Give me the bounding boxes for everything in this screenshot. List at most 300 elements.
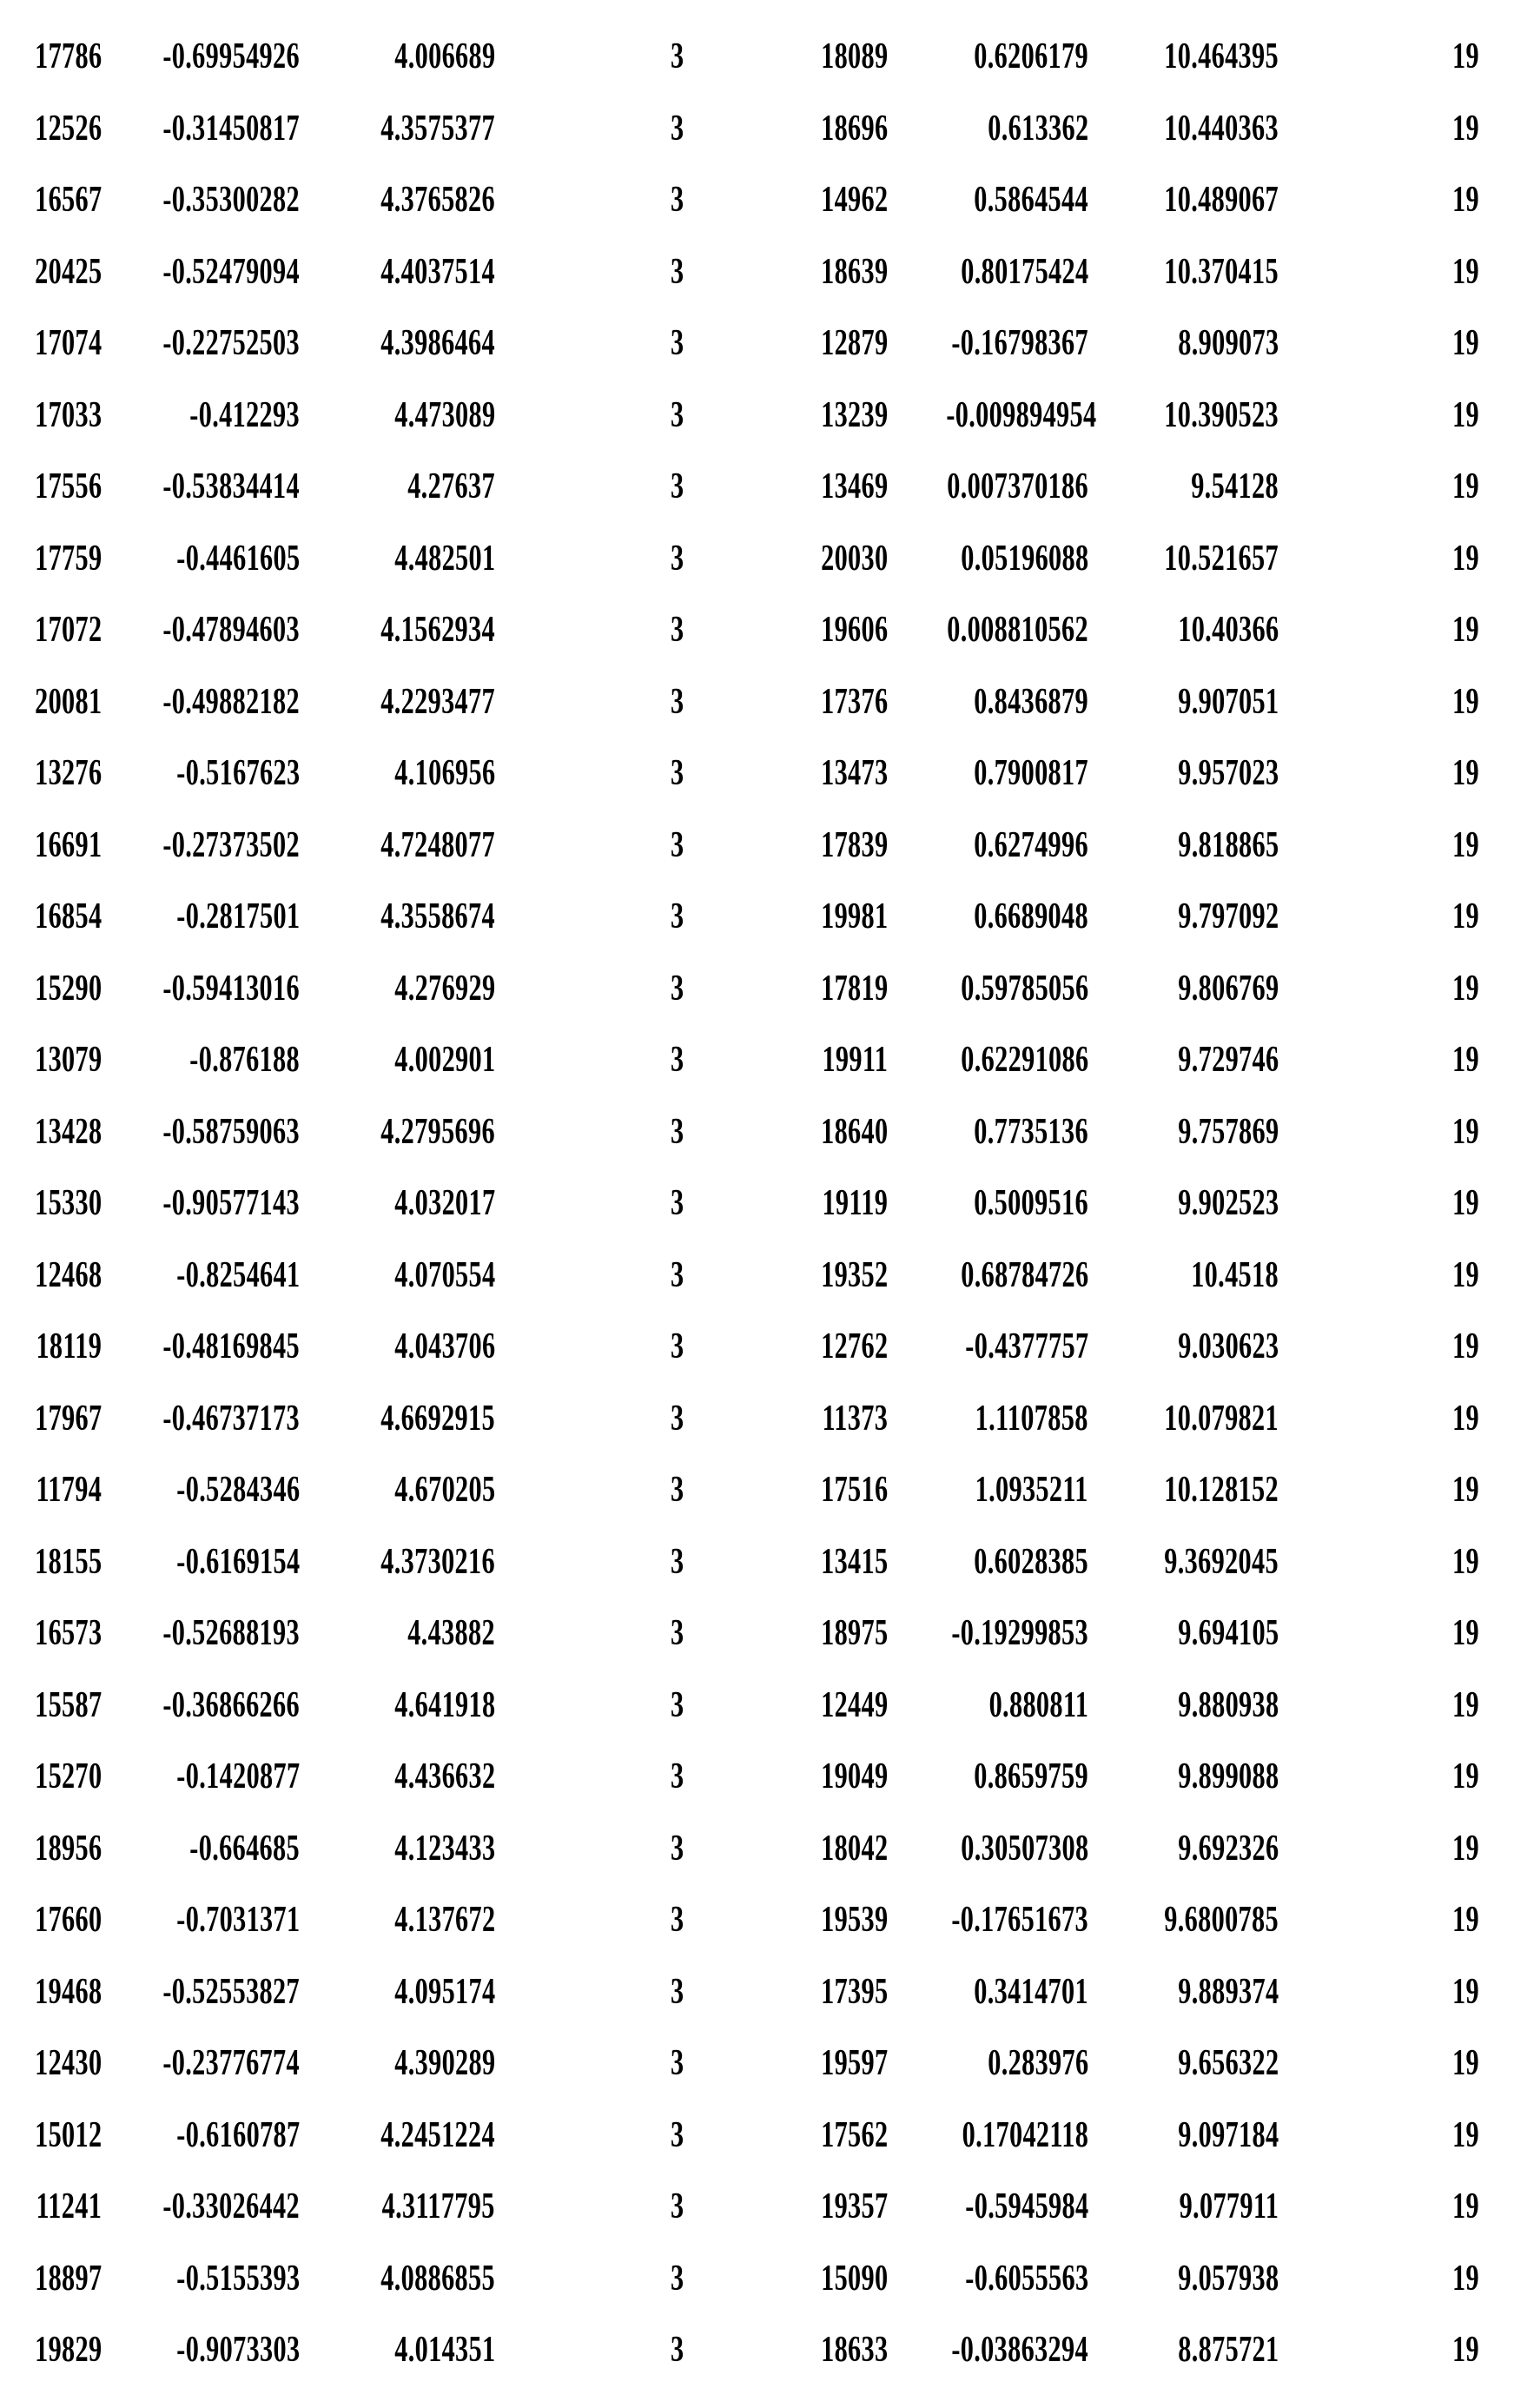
table-cell [0,2028,102,2100]
table-row [0,1813,1514,1885]
cell-value: 4.6692915 [380,1398,495,1439]
table-cell [684,881,888,953]
table-cell [1088,2171,1279,2243]
cell-value: 15290 [34,968,102,1009]
table-cell [888,666,1088,738]
table-cell [888,236,1088,308]
table-cell [300,1240,495,1312]
table-row [0,1670,1514,1742]
row-spacer [1479,2314,1514,2386]
table-cell [1088,1311,1279,1383]
cell-value: 9.030623 [1177,1326,1279,1366]
table-cell [300,594,495,666]
cell-value: 18897 [34,2258,102,2299]
table-cell [1088,1741,1279,1813]
table-cell [300,93,495,165]
table-cell [495,953,684,1025]
table-cell [684,810,888,882]
table-cell [0,451,102,523]
table-cell [300,2028,495,2100]
table-cell [1279,666,1479,738]
table-cell [0,2314,102,2386]
table-cell [888,308,1088,380]
row-spacer [1479,93,1514,165]
row-spacer [1479,2100,1514,2172]
table-cell [495,2100,684,2172]
table-cell [300,666,495,738]
table-cell [300,1168,495,1240]
data-table-body [0,21,1514,2386]
table-cell [0,2100,102,2172]
table-cell [1088,1383,1279,1455]
table-cell [888,810,1088,882]
cell-value: 17819 [820,968,888,1009]
table-cell [102,236,300,308]
table-cell [888,380,1097,452]
table-row [0,1024,1514,1096]
cell-value: 19 [1452,538,1479,579]
cell-value: 16854 [34,896,102,936]
table-cell [300,308,495,380]
cell-value: 19 [1452,1900,1479,1940]
table-cell [1279,1526,1479,1598]
cell-value: 9.797092 [1177,896,1279,936]
table-cell [1088,380,1279,452]
table-cell [0,1884,102,1956]
cell-value: 9.902523 [1177,1183,1279,1223]
cell-value: -0.03863294 [951,2330,1088,2370]
table-cell [888,1884,1088,1956]
cell-value: 9.957023 [1177,753,1279,793]
cell-value: 11794 [36,1470,102,1510]
table-cell [1279,738,1479,810]
table-cell [300,1884,495,1956]
table-cell [0,164,102,236]
table-cell [102,810,300,882]
cell-value: 4.276929 [393,968,495,1009]
cell-value: 13415 [820,1541,888,1582]
table-cell [684,236,888,308]
table-row [0,1741,1514,1813]
cell-value: -0.36866266 [162,1684,300,1725]
table-row [0,666,1514,738]
cell-value: 19 [1452,251,1479,292]
cell-value: 4.670205 [393,1470,495,1510]
table-cell [0,236,102,308]
cell-value: 19 [1452,2114,1479,2155]
table-cell [684,1383,888,1455]
cell-value: 0.7735136 [974,1111,1088,1152]
table-row [0,881,1514,953]
table-cell [0,523,102,595]
table-row [0,236,1514,308]
table-cell [0,380,102,452]
table-cell [1279,1598,1479,1670]
cell-value: 3 [670,1254,684,1295]
cell-value: -0.412293 [189,394,300,435]
table-cell [102,164,300,236]
table-cell [300,1526,495,1598]
table-cell [495,21,684,93]
table-cell [1279,523,1479,595]
table-cell [684,308,888,380]
cell-value: 19 [1452,2330,1479,2370]
cell-value: 9.3692045 [1164,1541,1279,1582]
table-cell [1279,1670,1479,1742]
cell-value: -0.35300282 [162,180,300,220]
cell-value: 19 [1452,323,1479,363]
cell-value: 4.390289 [393,2043,495,2083]
table-cell [0,1741,102,1813]
cell-value: 0.80175424 [960,251,1088,292]
table-cell [495,738,684,810]
cell-value: 3 [670,108,684,149]
cell-value: -0.69954926 [162,36,300,76]
table-cell [495,810,684,882]
cell-value: 4.0886855 [380,2258,495,2299]
cell-value: 0.6274996 [974,824,1088,865]
cell-value: 9.757869 [1177,1111,1279,1152]
cell-value: -0.52479094 [162,251,300,292]
cell-value: 18089 [820,36,888,76]
cell-value: 18975 [820,1613,888,1653]
cell-value: 0.880811 [988,1684,1088,1725]
table-cell [1088,881,1279,953]
cell-value: 9.694105 [1177,1613,1279,1653]
cell-value: 4.3575377 [380,108,495,149]
table-cell [0,21,102,93]
row-spacer [1479,1741,1514,1813]
table-cell [495,451,684,523]
cell-value: -0.90577143 [162,1183,300,1223]
table-cell [300,380,495,452]
table-cell [1088,1670,1279,1742]
cell-value: 3 [670,2114,684,2155]
table-cell [1088,953,1279,1025]
table-row [0,451,1514,523]
cell-value: 18640 [820,1111,888,1152]
cell-value: 19352 [820,1254,888,1295]
row-spacer [1479,1956,1514,2028]
table-cell [888,1240,1088,1312]
cell-value: 0.3414701 [974,1971,1088,2012]
cell-value: 10.390523 [1164,394,1279,435]
table-cell [102,380,300,452]
cell-value: 17967 [34,1398,102,1439]
cell-value: 9.097184 [1177,2114,1279,2155]
cell-value: 3 [670,394,684,435]
row-spacer [1479,2028,1514,2100]
cell-value: 0.283976 [987,2043,1088,2083]
cell-value: 4.2451224 [380,2114,495,2155]
cell-value: 3 [670,2043,684,2083]
table-cell [1279,881,1479,953]
cell-value: 19 [1452,824,1479,865]
cell-value: 19 [1452,466,1479,506]
table-row [0,308,1514,380]
table-cell [1088,2100,1279,2172]
table-cell [495,1383,684,1455]
cell-value: 17395 [820,1971,888,2012]
table-cell [0,1311,102,1383]
table-cell [1088,1956,1279,2028]
table-cell [1088,594,1279,666]
table-cell [1088,738,1279,810]
table-cell [0,1383,102,1455]
row-spacer [1479,451,1514,523]
cell-value: 19 [1452,1684,1479,1725]
cell-value: 19 [1452,394,1479,435]
table-cell [684,2243,888,2315]
table-cell [684,1454,888,1526]
table-cell [300,1813,495,1885]
cell-value: 4.4037514 [380,251,495,292]
table-cell [0,1670,102,1742]
cell-value: 13276 [34,753,102,793]
table-cell [0,2243,102,2315]
table-cell [684,93,888,165]
cell-value: 9.692326 [1177,1828,1279,1869]
cell-value: 4.27637 [407,466,495,506]
row-spacer [1479,21,1514,93]
cell-value: 0.6206179 [974,36,1088,76]
cell-value: -0.6169154 [175,1541,300,1582]
cell-value: 4.2293477 [380,681,495,722]
cell-value: 4.006689 [393,36,495,76]
table-cell [1279,2243,1479,2315]
table-cell [495,236,684,308]
cell-value: 1.1107858 [975,1398,1088,1439]
table-cell [1088,1884,1279,1956]
cell-value: 9.907051 [1177,681,1279,722]
cell-value: 18956 [34,1828,102,1869]
table-cell [1279,953,1479,1025]
cell-value: 3 [670,538,684,579]
cell-value: 18155 [34,1541,102,1582]
table-cell [495,594,684,666]
table-cell [0,594,102,666]
cell-value: 17660 [34,1900,102,1940]
cell-value: 19 [1452,681,1479,722]
table-cell [684,1168,888,1240]
cell-value: 3 [670,1541,684,1582]
table-row [0,2100,1514,2172]
table-cell [102,1168,300,1240]
cell-value: -0.5167623 [175,753,300,793]
cell-value: 0.007370186 [947,466,1088,506]
row-spacer [1479,881,1514,953]
cell-value: -0.8254641 [175,1254,300,1295]
cell-value: 9.057938 [1177,2258,1279,2299]
table-cell [888,1383,1088,1455]
cell-value: 11373 [822,1398,888,1439]
table-cell [102,93,300,165]
cell-value: 3 [670,1613,684,1653]
cell-value: 0.7900817 [974,753,1088,793]
table-cell [300,2243,495,2315]
table-row [0,93,1514,165]
cell-value: 19 [1452,610,1479,650]
cell-value: 10.4518 [1191,1254,1279,1295]
table-cell [102,308,300,380]
table-cell [300,1383,495,1455]
cell-value: 3 [670,1971,684,2012]
table-cell [495,1670,684,1742]
cell-value: -0.664685 [189,1828,300,1869]
table-cell [1279,1383,1479,1455]
row-spacer [1479,1598,1514,1670]
table-cell [495,1311,684,1383]
row-spacer [1479,1670,1514,1742]
row-spacer [1479,1884,1514,1956]
cell-value: 4.095174 [393,1971,495,2012]
row-spacer [1479,523,1514,595]
table-cell [102,1598,300,1670]
table-cell [1279,1454,1479,1526]
table-cell [495,1240,684,1312]
cell-value: 0.008810562 [947,610,1088,650]
cell-value: 4.7248077 [380,824,495,865]
cell-value: 3 [670,1326,684,1366]
cell-value: -0.009894954 [946,394,1097,435]
table-cell [495,1526,684,1598]
table-cell [300,236,495,308]
cell-value: 4.002901 [393,1040,495,1080]
row-spacer [1479,1240,1514,1312]
table-cell [0,666,102,738]
row-spacer [1479,1311,1514,1383]
cell-value: 18633 [820,2330,888,2370]
table-cell [102,738,300,810]
cell-value: 3 [670,1828,684,1869]
table-cell [1088,1096,1279,1168]
row-spacer [1479,594,1514,666]
cell-value: 10.079821 [1164,1398,1279,1439]
table-cell [888,1670,1088,1742]
table-cell [495,1741,684,1813]
cell-value: -0.23776774 [162,2043,300,2083]
table-cell [888,881,1088,953]
table-cell [495,1956,684,2028]
table-cell [300,2100,495,2172]
cell-value: 19 [1452,108,1479,149]
cell-value: -0.52553827 [162,1971,300,2012]
cell-value: 19 [1452,1183,1479,1223]
cell-value: 10.521657 [1164,538,1279,579]
table-cell [495,1168,684,1240]
table-cell [684,1096,888,1168]
table-row [0,738,1514,810]
table-row [0,810,1514,882]
cell-value: 3 [670,2330,684,2370]
table-cell [0,1240,102,1312]
table-cell [495,1024,684,1096]
table-cell [0,881,102,953]
table-cell [1088,2314,1279,2386]
cell-value: -0.4461605 [175,538,300,579]
cell-value: 4.070554 [393,1254,495,1295]
table-cell [102,953,300,1025]
cell-value: -0.9073303 [175,2330,300,2370]
cell-value: 15270 [34,1756,102,1796]
table-row [0,1168,1514,1240]
cell-value: 16567 [34,180,102,220]
table-cell [300,2314,495,2386]
cell-value: 19 [1452,968,1479,1009]
cell-value: 17074 [34,323,102,363]
table-cell [888,953,1088,1025]
cell-value: 0.59785056 [960,968,1088,1009]
cell-value: -0.59413016 [162,968,300,1009]
cell-value: 3 [670,36,684,76]
table-cell [888,2100,1088,2172]
cell-value: 4.43882 [407,1613,495,1653]
table-cell [684,666,888,738]
cell-value: 9.889374 [1177,1971,1279,2012]
table-cell [1279,21,1479,93]
cell-value: 16573 [34,1613,102,1653]
table-cell [102,1884,300,1956]
table-cell [495,2028,684,2100]
cell-value: 16691 [34,824,102,865]
table-cell [1279,1884,1479,1956]
table-cell [102,1383,300,1455]
table-cell [684,1240,888,1312]
cell-value: 4.106956 [393,753,495,793]
table-cell [888,1454,1088,1526]
table-cell [888,21,1088,93]
table-cell [1279,1096,1479,1168]
cell-value: 14962 [820,180,888,220]
cell-value: 17786 [34,36,102,76]
cell-value: 3 [670,1470,684,1510]
table-cell [1279,1240,1479,1312]
row-spacer [1479,1454,1514,1526]
cell-value: -0.27373502 [162,824,300,865]
cell-value: 9.656322 [1177,2043,1279,2083]
cell-value: 19119 [822,1183,888,1223]
table-cell [0,1168,102,1240]
table-cell [300,451,495,523]
cell-value: 18042 [820,1828,888,1869]
cell-value: 3 [670,2186,684,2226]
cell-value: 19357 [820,2186,888,2226]
cell-value: 12449 [820,1684,888,1725]
table-cell [300,21,495,93]
cell-value: 4.3986464 [380,323,495,363]
cell-value: 19049 [820,1756,888,1796]
cell-value: 13473 [820,753,888,793]
table-cell [1088,1024,1279,1096]
table-cell [495,523,684,595]
table-cell [1279,2028,1479,2100]
cell-value: 3 [670,681,684,722]
table-row [0,1884,1514,1956]
table-cell [1088,523,1279,595]
table-cell [1088,1598,1279,1670]
cell-value: 8.875721 [1177,2330,1279,2370]
table-cell [684,523,888,595]
cell-value: 13079 [34,1040,102,1080]
cell-value: 19 [1452,2186,1479,2226]
table-cell [1279,236,1479,308]
table-cell [495,2243,684,2315]
cell-value: 3 [670,180,684,220]
cell-value: 19468 [34,1971,102,2012]
cell-value: 20030 [820,538,888,579]
table-cell [300,164,495,236]
cell-value: -0.876188 [189,1040,300,1080]
